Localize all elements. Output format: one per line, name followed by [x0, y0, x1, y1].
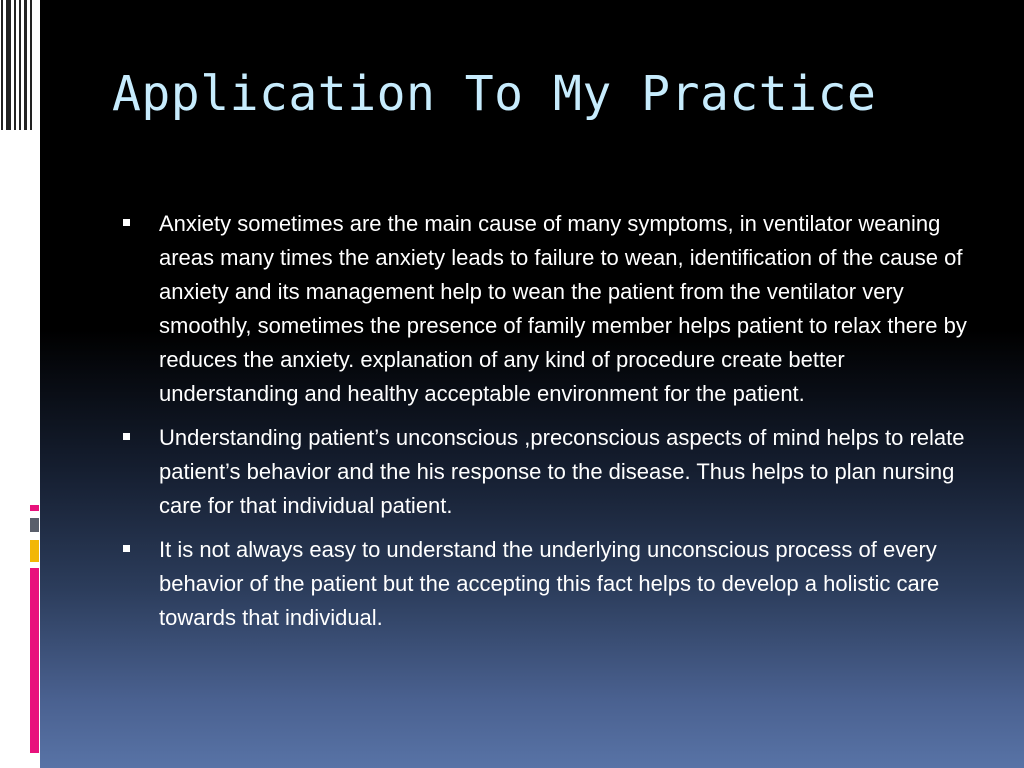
deco-line: [14, 0, 16, 130]
deco-line: [24, 0, 27, 130]
bullet-list: [159, 207, 969, 645]
bullet-item: [159, 421, 969, 523]
deco-pink-bar: [30, 568, 39, 753]
slide-title: Application To My Practice: [112, 66, 877, 122]
deco-line: [30, 0, 32, 130]
square-bullet-icon: [123, 219, 130, 226]
bullet-text: Anxiety sometimes are the main cause of many symptoms, in ventilator weaning areas many times the anxiety leads to failure to wean, identification of the cause of anxiety and its management help to wean the patient from the ventilator very smoothly, sometimes the presence of family member helps patient to relax there by reduces the anxiety. explanation of any kind of procedure create better understanding and healthy acceptable environment for the patient.: [159, 211, 967, 406]
deco-line: [6, 0, 11, 130]
bullet-text: It is not always easy to understand the underlying unconscious process of every behavior of the patient but the accepting this fact helps to develop a holistic care towards that individual.: [159, 537, 940, 630]
square-bullet-icon: [123, 545, 130, 552]
bullet-text: Understanding patient’s unconscious ,preconscious aspects of mind helps to relate patient’s behavior and the his response to the disease. Thus helps to plan nursing care for that individual patient.: [159, 425, 965, 518]
deco-pink-small: [30, 505, 39, 511]
deco-gold-block: [30, 540, 39, 562]
deco-line: [19, 0, 21, 130]
square-bullet-icon: [123, 433, 130, 440]
bullet-item: [159, 207, 969, 411]
deco-gray-block: [30, 518, 39, 532]
bullet-item: [159, 533, 969, 635]
decorative-side-bars: [0, 0, 40, 768]
deco-line: [1, 0, 3, 130]
